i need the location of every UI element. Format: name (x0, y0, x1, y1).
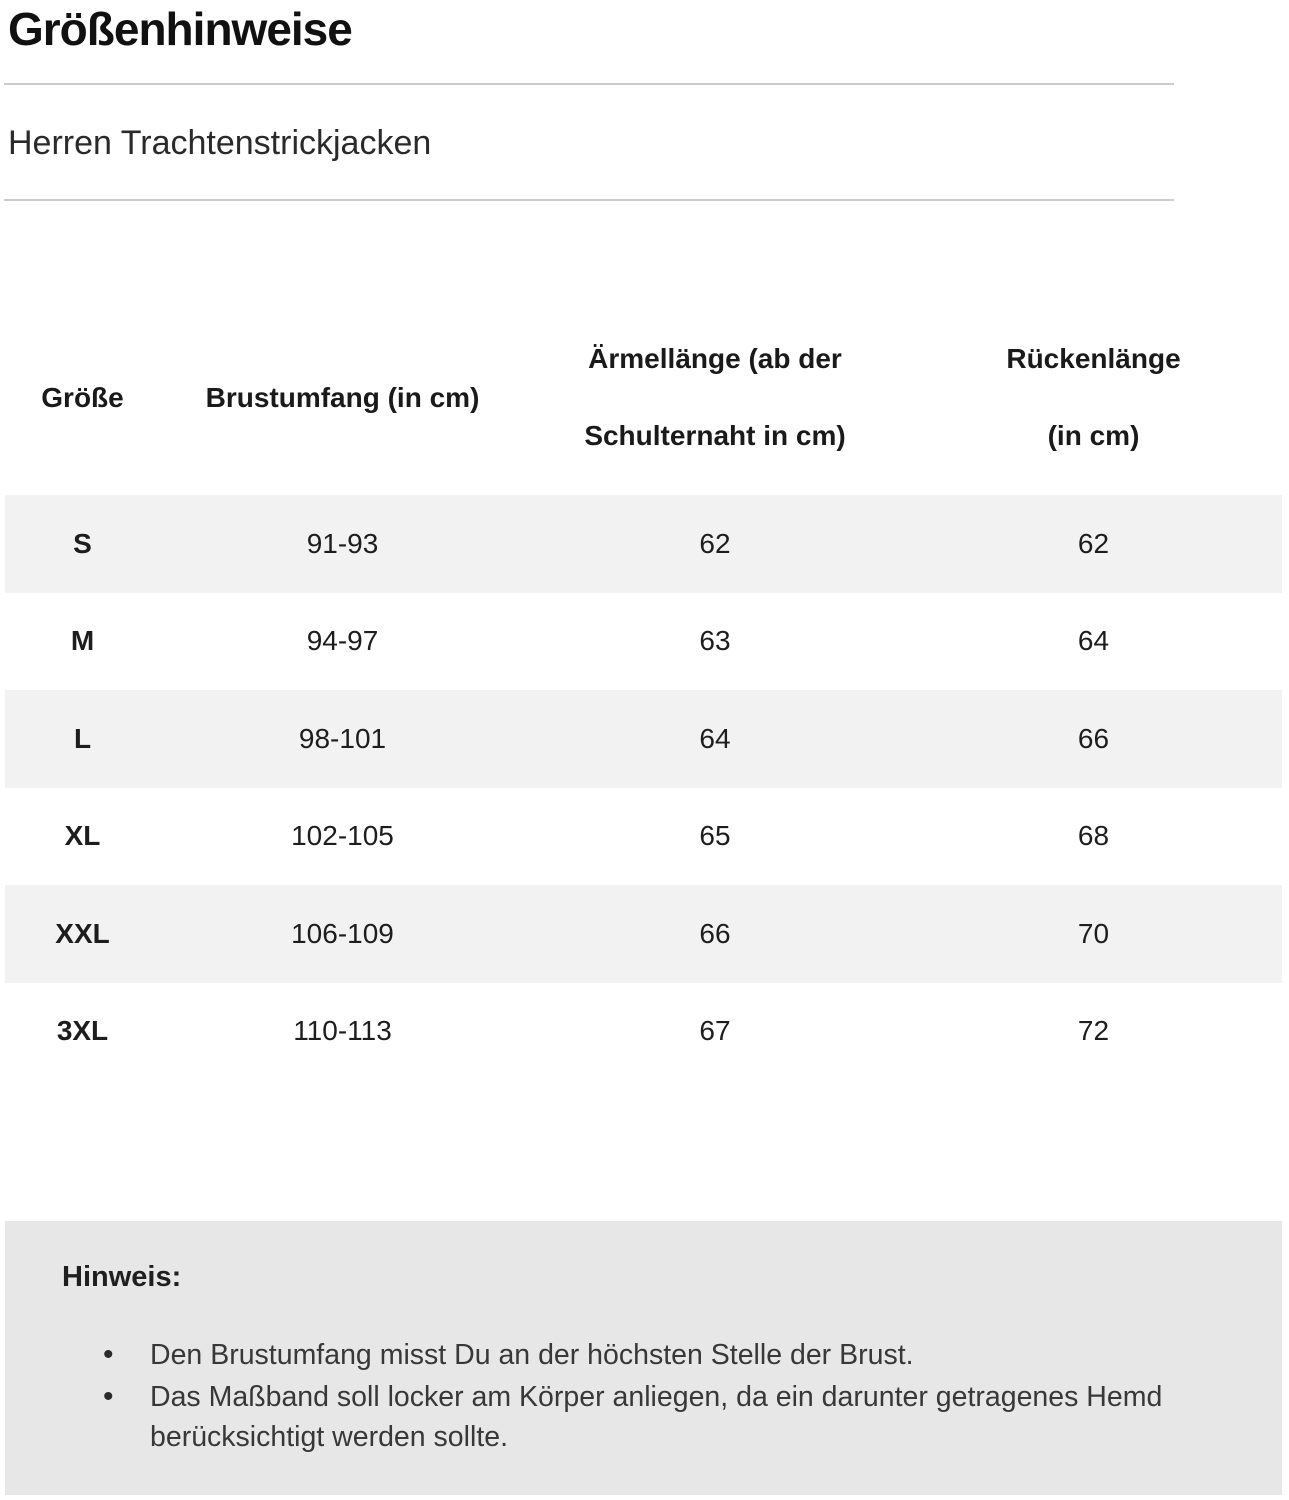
cell-back: 72 (1077, 1015, 1110, 1047)
cell-size: S (73, 527, 92, 559)
table-row-l (5, 690, 1282, 788)
cell-size: 3XL (56, 1015, 109, 1047)
note-bullet-text: Das Maßband soll locker am Körper anliegen, da ein darunter getragenes Hemd berücksichtigt werden sollte. (150, 1381, 1163, 1453)
cell-chest: 94-97 (306, 625, 379, 657)
col-header-line: Schulternaht in cm) (584, 420, 846, 451)
col-header-line: (in cm) (1047, 420, 1140, 451)
cell-chest: 98-101 (298, 722, 387, 754)
cell-sleeve: 67 (699, 1015, 731, 1047)
cell-size: XXL (55, 917, 110, 949)
col-header-line: Ärmellänge (ab der (588, 343, 842, 374)
size-table-header-row (5, 300, 1282, 495)
category-subtitle: Herren Trachtenstrickjacken (8, 124, 432, 162)
cell-chest: 102-105 (291, 820, 394, 852)
col-header-aermellaenge (525, 300, 905, 495)
col-header-line: Rückenlänge (1006, 343, 1181, 374)
divider-top (4, 83, 1174, 85)
note-bullet-item (103, 1377, 1212, 1457)
cell-back: 68 (1077, 820, 1110, 852)
cell-chest: 91-93 (306, 527, 379, 559)
col-header-brustumfang (160, 300, 525, 495)
size-table (5, 300, 1282, 1080)
page-title: Größenhinweise (8, 3, 352, 55)
cell-size: L (73, 722, 92, 754)
bullet-icon: • (103, 1380, 114, 1413)
col-header-groesse (5, 300, 160, 495)
cell-size: M (70, 625, 95, 657)
cell-sleeve: 63 (699, 625, 731, 657)
table-row-xl (5, 788, 1282, 886)
table-row-m (5, 593, 1282, 691)
note-list (5, 1335, 1282, 1457)
cell-chest: 106-109 (291, 917, 394, 949)
cell-back: 70 (1077, 917, 1110, 949)
col-header-line: Größe (41, 381, 124, 413)
table-row-3xl (5, 983, 1282, 1081)
note-box (5, 1221, 1282, 1495)
cell-back: 66 (1077, 722, 1110, 754)
cell-back: 62 (1077, 527, 1110, 559)
cell-sleeve: 64 (699, 722, 731, 754)
cell-back: 64 (1077, 625, 1110, 657)
table-row-xxl (5, 885, 1282, 983)
table-row-s (5, 495, 1282, 593)
note-bullet-item (103, 1335, 1212, 1375)
note-heading: Hinweis: (62, 1261, 182, 1293)
cell-sleeve: 62 (699, 527, 731, 559)
cell-size: XL (64, 820, 101, 852)
cell-sleeve: 66 (699, 917, 731, 949)
col-header-line: Brustumfang (in cm) (205, 381, 480, 413)
size-table-body (5, 495, 1282, 1080)
divider-subtitle (4, 199, 1174, 201)
note-bullet-text: Den Brustumfang misst Du an der höchsten Stelle der Brust. (150, 1339, 914, 1371)
cell-sleeve: 65 (699, 820, 731, 852)
cell-chest: 110-113 (293, 1015, 392, 1047)
col-header-rueckenlaenge (905, 300, 1282, 495)
bullet-icon: • (103, 1338, 114, 1371)
